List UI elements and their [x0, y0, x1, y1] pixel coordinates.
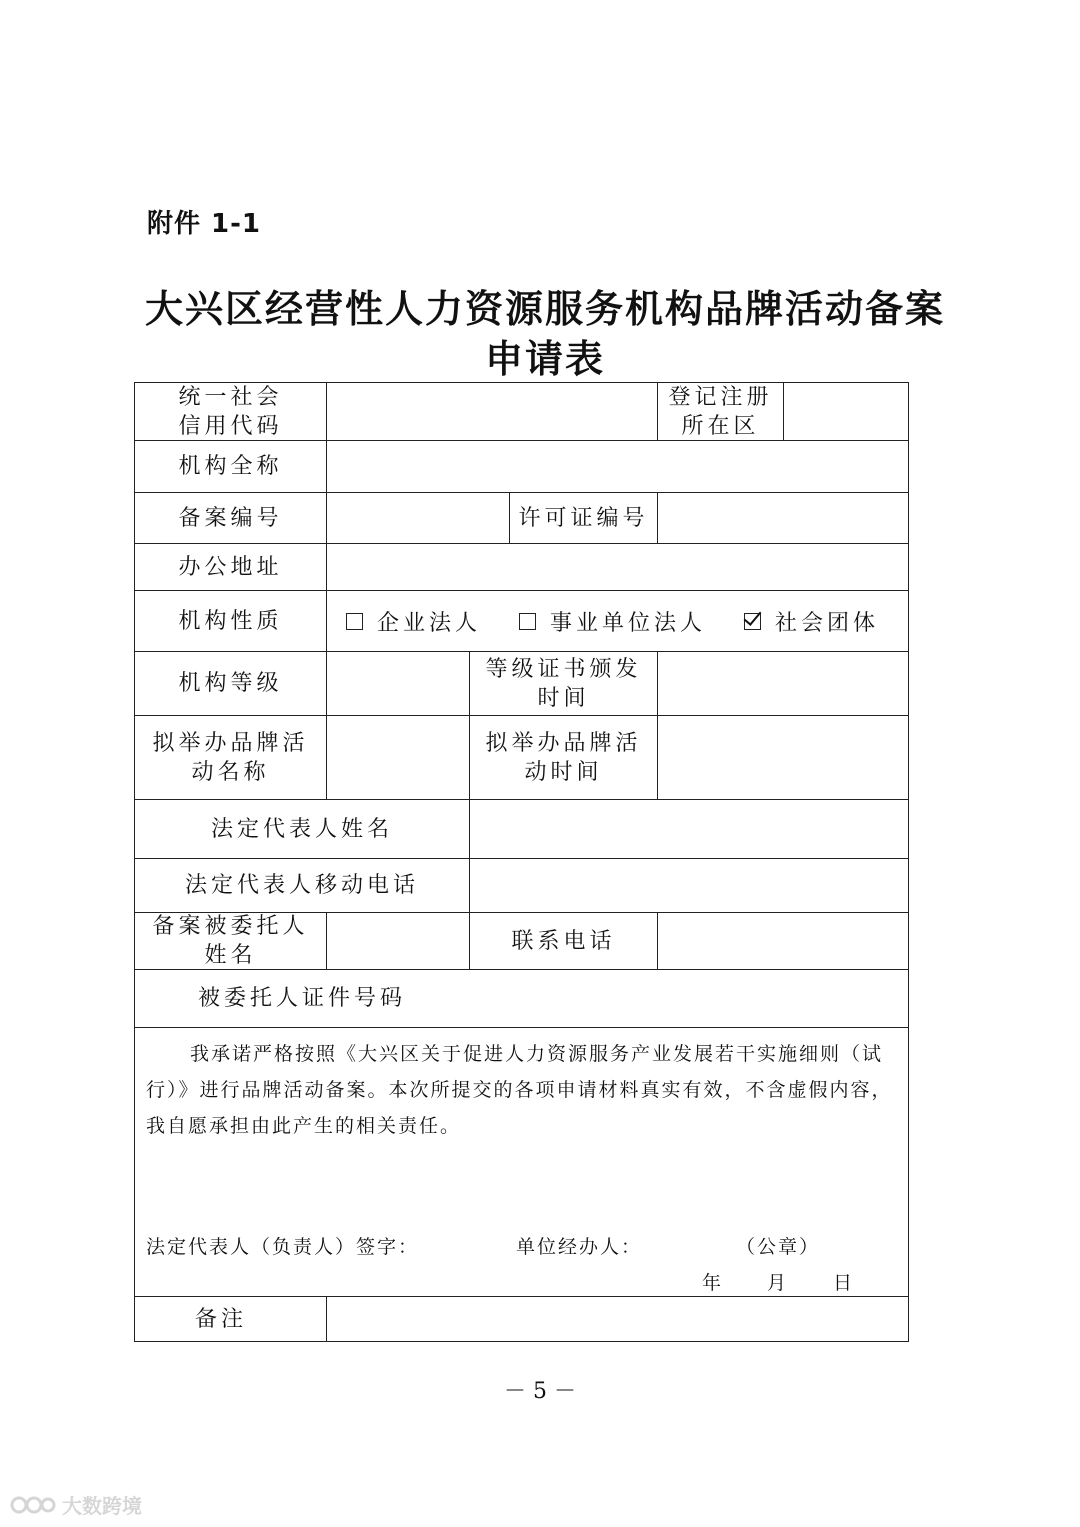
legal-rep-name-field[interactable]	[470, 800, 908, 858]
legal-rep-phone-label: 法定代表人移动电话	[184, 873, 419, 898]
org-name-label: 机构全称	[178, 454, 283, 479]
checkbox-unchecked-icon[interactable]	[519, 613, 536, 630]
legal-rep-name-label: 法定代表人姓名	[210, 816, 393, 842]
seal-label: （公章）	[736, 1236, 821, 1258]
event-time-field[interactable]	[658, 716, 908, 799]
form-title-line1: 大兴区经营性人力资源服务机构品牌活动备案	[144, 287, 945, 331]
day-label: 日	[833, 1272, 855, 1294]
credit-code-field[interactable]	[326, 383, 657, 440]
legal-rep-phone-field[interactable]	[470, 859, 908, 912]
license-no-label: 许可证编号	[518, 505, 649, 531]
reg-district-label: 登记注册 所在区	[668, 384, 773, 439]
nature-option-social-group[interactable]: 社会团体	[744, 606, 879, 637]
trustee-id-label: 被委托人证件号码	[197, 986, 406, 1011]
form-title-line2: 申请表	[484, 337, 605, 381]
handler-label: 单位经办人：	[516, 1236, 643, 1258]
contact-phone-label: 联系电话	[511, 928, 616, 954]
event-time-label: 拟举办品牌活 动时间	[485, 730, 642, 785]
watermark-logo-icon	[10, 1489, 56, 1519]
legal-rep-signature-label: 法定代表人（负责人）签字：	[146, 1236, 420, 1258]
nature-option-institution[interactable]: 事业单位法人	[519, 606, 706, 637]
filing-no-label: 备案编号	[178, 505, 283, 531]
year-label: 年	[702, 1272, 724, 1294]
remarks-label: 备注	[195, 1306, 248, 1332]
cert-date-field[interactable]	[658, 652, 908, 715]
nature-option-enterprise[interactable]: 企业法人	[346, 606, 481, 637]
trustee-name-field[interactable]	[327, 913, 469, 969]
filing-no-field[interactable]	[327, 493, 509, 543]
cert-date-label: 等级证书颁发 时间	[485, 656, 642, 711]
month-label: 月	[767, 1272, 789, 1294]
checkbox-checked-icon[interactable]	[744, 613, 761, 630]
checkbox-unchecked-icon[interactable]	[346, 613, 363, 630]
trustee-name-label: 备案被委托人 姓名	[152, 914, 309, 968]
event-name-field[interactable]	[327, 716, 469, 799]
contact-phone-field[interactable]	[658, 913, 908, 969]
remarks-field[interactable]	[327, 1297, 908, 1341]
address-label: 办公地址	[178, 554, 283, 580]
pledge-text: 我承诺严格按照《大兴区关于促进人力资源服务产业发展若干实施细则（试行）》进行品牌活动备案。本次所提交的各项申请材料真实有效，不含虚假内容，我自愿承担由此产生的相关责任。	[146, 1043, 893, 1137]
page-number: － 5 －	[504, 1379, 576, 1404]
watermark	[10, 1489, 142, 1519]
grade-field[interactable]	[327, 652, 469, 715]
nature-options	[346, 600, 879, 642]
attachment-label: 附件 1-1	[147, 209, 262, 239]
address-field[interactable]	[327, 544, 908, 590]
license-no-field[interactable]	[658, 493, 908, 543]
org-name-field[interactable]	[327, 441, 908, 492]
credit-code-label: 统一社会 信用代码	[178, 384, 283, 439]
reg-district-field[interactable]	[784, 383, 908, 440]
watermark-text: 大数跨境	[62, 1493, 142, 1518]
nature-label: 机构性质	[178, 608, 283, 634]
grade-label: 机构等级	[178, 671, 283, 696]
event-name-label: 拟举办品牌活 动名称	[152, 730, 309, 785]
trustee-id-field[interactable]	[470, 970, 908, 1027]
